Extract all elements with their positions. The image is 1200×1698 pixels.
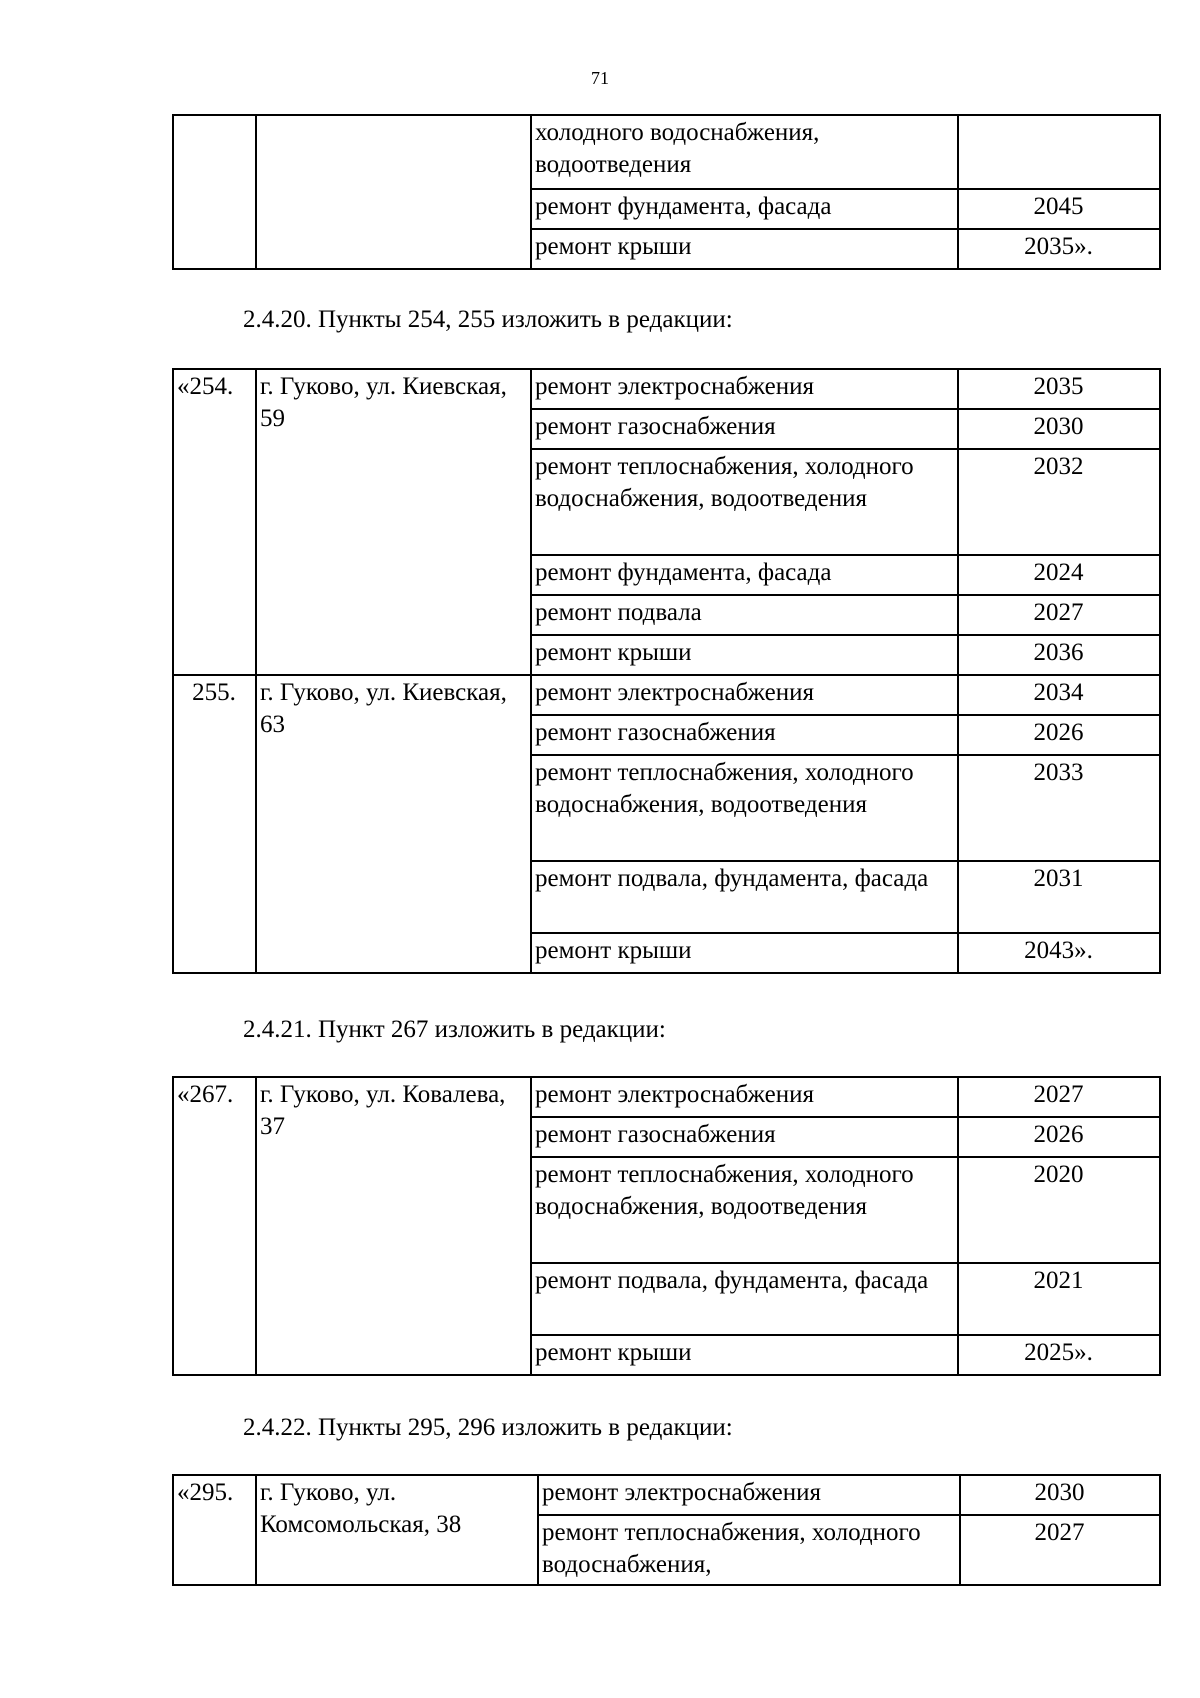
table-row — [173, 1475, 1160, 1515]
year-cell: 2033 — [958, 755, 1160, 861]
year-cell: 2020 — [958, 1157, 1160, 1263]
work-cell: ремонт электроснабжения — [531, 675, 958, 715]
work-cell: холодного водоснабжения, водоотведения — [531, 115, 958, 189]
table-row — [173, 115, 1160, 189]
work-cell: ремонт газоснабжения — [531, 715, 958, 755]
year-cell: 2026 — [958, 715, 1160, 755]
table-2-4-20 — [172, 368, 1161, 974]
section-heading-2-4-21: 2.4.21. Пункт 267 изложить в редакции: — [243, 1016, 666, 1043]
section-heading-2-4-22: 2.4.22. Пункты 295, 296 изложить в редакции: — [243, 1414, 733, 1441]
year-cell: 2027 — [958, 595, 1160, 635]
table-2-4-22 — [172, 1474, 1161, 1586]
address-cell: г. Гуково, ул. Киевская, 63 — [256, 675, 531, 973]
table-continuation — [172, 114, 1161, 270]
address-cell: г. Гуково, ул. Киевская, 59 — [256, 369, 531, 675]
work-cell: ремонт электроснабжения — [538, 1475, 960, 1515]
work-cell: ремонт электроснабжения — [531, 369, 958, 409]
year-cell: 2025». — [958, 1335, 1160, 1375]
year-cell: 2045 — [958, 189, 1160, 229]
year-cell: 2027 — [960, 1515, 1160, 1585]
work-cell: ремонт подвала, фундамента, фасада — [531, 861, 958, 933]
year-cell — [958, 115, 1160, 189]
year-cell: 2043». — [958, 933, 1160, 973]
work-cell: ремонт подвала — [531, 595, 958, 635]
work-cell: ремонт теплоснабжения, холодного водоснабжения, водоотведения — [531, 755, 958, 861]
year-cell: 2026 — [958, 1117, 1160, 1157]
table-row — [173, 369, 1160, 409]
item-number-cell — [173, 115, 256, 269]
year-cell: 2032 — [958, 449, 1160, 555]
address-cell: г. Гуково, ул. Ковалева, 37 — [256, 1077, 531, 1375]
table-row — [173, 1077, 1160, 1117]
item-number-cell: 255. — [173, 675, 256, 973]
item-number-cell: «267. — [173, 1077, 256, 1375]
table-row — [173, 675, 1160, 715]
work-cell: ремонт крыши — [531, 1335, 958, 1375]
work-cell: ремонт крыши — [531, 635, 958, 675]
year-cell: 2030 — [958, 409, 1160, 449]
work-cell: ремонт теплоснабжения, холодного водоснабжения, водоотведения — [531, 449, 958, 555]
year-cell: 2031 — [958, 861, 1160, 933]
work-cell: ремонт газоснабжения — [531, 1117, 958, 1157]
page-number: 71 — [591, 68, 609, 88]
item-number-cell: «295. — [173, 1475, 256, 1585]
work-cell: ремонт теплоснабжения, холодного водоснабжения, — [538, 1515, 960, 1585]
section-heading-2-4-20: 2.4.20. Пункты 254, 255 изложить в редакции: — [243, 306, 733, 333]
year-cell: 2035». — [958, 229, 1160, 269]
year-cell: 2035 — [958, 369, 1160, 409]
year-cell: 2034 — [958, 675, 1160, 715]
year-cell: 2024 — [958, 555, 1160, 595]
address-cell: г. Гуково, ул. Комсомольская, 38 — [256, 1475, 538, 1585]
work-cell: ремонт фундамента, фасада — [531, 555, 958, 595]
work-cell: ремонт подвала, фундамента, фасада — [531, 1263, 958, 1335]
year-cell: 2027 — [958, 1077, 1160, 1117]
work-cell: ремонт крыши — [531, 933, 958, 973]
year-cell: 2021 — [958, 1263, 1160, 1335]
work-cell: ремонт теплоснабжения, холодного водоснабжения, водоотведения — [531, 1157, 958, 1263]
item-number-cell: «254. — [173, 369, 256, 675]
work-cell: ремонт газоснабжения — [531, 409, 958, 449]
work-cell: ремонт фундамента, фасада — [531, 189, 958, 229]
year-cell: 2036 — [958, 635, 1160, 675]
address-cell — [256, 115, 531, 269]
work-cell: ремонт электроснабжения — [531, 1077, 958, 1117]
table-2-4-21 — [172, 1076, 1161, 1376]
work-cell: ремонт крыши — [531, 229, 958, 269]
year-cell: 2030 — [960, 1475, 1160, 1515]
